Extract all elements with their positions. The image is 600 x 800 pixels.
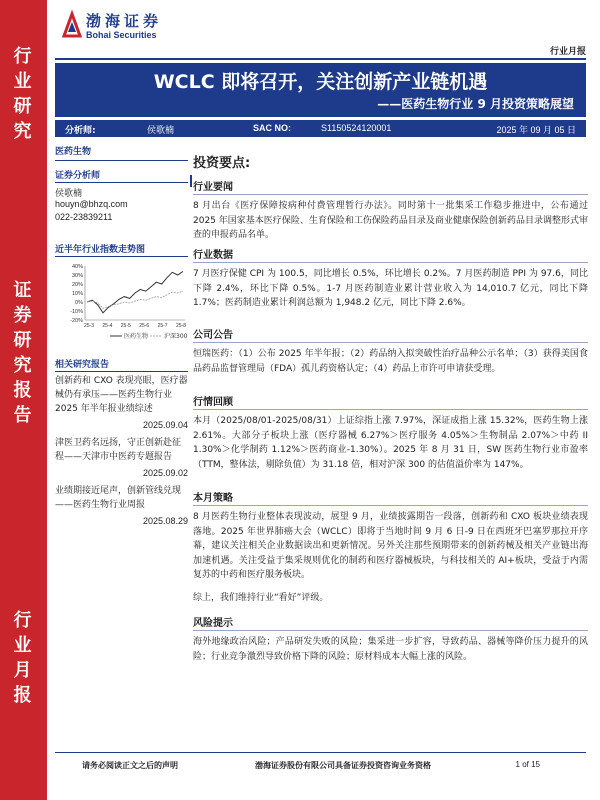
related-reports-title: 相关研究报告 <box>55 360 110 370</box>
chart-title: 近半年行业指数走势图 <box>55 245 146 255</box>
side-analyst-name: 侯歌楠 <box>55 189 83 199</box>
related-report-item[interactable]: 津医卫药名远扬，守正创新赴征程——天津市中医药专题报告 <box>55 438 182 462</box>
section-rule <box>193 409 588 410</box>
section-rule <box>193 194 588 195</box>
x-tick-label: 25-3 <box>83 323 95 329</box>
y-tick-label: 0% <box>75 300 83 306</box>
sidebar-label-bottom: 行 业 月 报 <box>13 610 34 706</box>
meta-band <box>55 120 586 137</box>
section-title: 行情回顾 <box>193 397 233 408</box>
chart-legend <box>110 332 188 340</box>
analyst-label: 分析师: <box>65 126 96 136</box>
section-market-review <box>193 393 588 472</box>
footer-disclaimer: 请务必阅读正文之后的声明 <box>82 761 178 770</box>
y-tick-label: 10% <box>71 291 83 297</box>
bohai-logo-icon <box>62 10 82 40</box>
key-points-heading: 投资要点: <box>193 156 251 171</box>
legend-label-csi300: 沪深300 <box>164 333 188 340</box>
rating-statement: 综上，我们维持行业“看好”评级。 <box>193 592 329 603</box>
sidebar-label-top: 行 业 研 究 <box>13 46 34 142</box>
analyst-section-title: 证券分析师 <box>55 171 101 181</box>
section-text: 7 月医疗保健 CPI 为 100.5，同比增长 0.5%，环比增长 0.2%。7 月医药制造 PPI 为 97.6，同比下降 2.4%，环比下降 0.5%。1-7 月医药制造业累计营业收入为 14,010.7 亿元，同比下降 1.7%；医药制造业累计利润总额为 1,948.2 亿元，同比下降 2.6%。 <box>193 269 588 308</box>
footer-qualification: 渤海证券股份有限公司具备证券投资咨询业务资格 <box>255 761 431 770</box>
report-subtitle: ——医药生物行业 9 月投资策略展望 <box>377 97 574 111</box>
x-tick-label: 25-5 <box>120 323 131 329</box>
legend-label-pharma: 医药生物 <box>124 333 149 340</box>
y-tick-label: -10% <box>70 309 83 315</box>
section-text: 8 月出台《医疗保障按病种付费管理暂行办法》。同时第十一批集采工作稳步推进中，公布通过 2025 年国家基本医疗保险、生育保险和工伤保险药品目录及商业健康保险创新药品目录调整形式审查的申报药品名单。 <box>193 201 588 240</box>
related-report-date: 2025.09.02 <box>142 468 188 478</box>
x-tick-label: 25-6 <box>139 323 150 329</box>
y-tick-label: 20% <box>71 282 83 288</box>
section-monthly-strategy <box>193 489 588 605</box>
brand-name-cn: 渤海证券 <box>86 12 163 30</box>
section-title: 行业数据 <box>193 250 233 261</box>
side-rule <box>55 371 188 372</box>
section-title: 行业要闻 <box>193 182 233 193</box>
brand-name-en: Bohai Securities <box>86 30 157 40</box>
analyst-name: 侯歌楠 <box>147 126 175 136</box>
section-rule <box>193 342 588 343</box>
sidebar-label-middle: 证 券 研 究 报 告 <box>13 280 34 426</box>
section-title: 本月策略 <box>193 493 233 504</box>
section-text: 8 月医药生物行业整体表现波动，展望 9 月，业绩披露期告一段落，创新药和 CXO 板块业绩表现落地。2025 年世界肺癌大会（WCLC）即将于当地时间 9 月 6 日-9 日在西班牙巴塞罗那拉开序幕，建议关注相关企业数据读出和更新情况。另外关注那些预期带来的创新药械及相关产业链出海加速机遇。关注受益于集采规则优化的制药和医疗器械板块，与科技相关的 AI+板块，受益于内需复苏的中药和医疗服务板块。 <box>193 512 588 580</box>
doc-type-label: 行业月报 <box>549 47 586 57</box>
side-rule <box>55 182 188 183</box>
x-tick-label: 25-4 <box>102 323 113 329</box>
series-line-csi300 <box>87 291 183 308</box>
related-report-date: 2025.08.29 <box>142 516 188 526</box>
x-tick-label: 25-7 <box>157 323 168 329</box>
y-tick-label: -20% <box>70 318 83 324</box>
page-number: 1 of 15 <box>515 760 540 769</box>
section-company-announcements <box>193 326 588 376</box>
analyst-email[interactable]: houyn@bhzq.com <box>55 199 128 209</box>
heading-accent <box>190 175 192 187</box>
section-risk-warning <box>193 614 588 664</box>
sac-label: SAC NO: <box>253 123 291 133</box>
section-rule <box>193 630 588 631</box>
section-rule <box>193 505 588 506</box>
footer-rule <box>55 752 586 753</box>
brand-logo <box>62 6 182 44</box>
y-tick-label: 40% <box>71 264 83 270</box>
related-report-date: 2025.09.04 <box>142 420 188 430</box>
sac-number: S1150524120001 <box>321 123 392 133</box>
section-title: 公司公告 <box>193 330 233 341</box>
sector-label: 医药生物 <box>55 147 92 157</box>
title-band <box>55 63 586 117</box>
section-text: 海外地缘政治风险；产品研发失败的风险；集采进一步扩容，导致药品、器械等降价压力提升的风险；行业竞争激烈导致价格下降的风险；原材料成本大幅上涨的风险。 <box>193 637 588 662</box>
section-title: 风险提示 <box>193 618 233 629</box>
related-report-item[interactable]: 业绩期接近尾声，创新管线兑现——医药生物行业周报 <box>55 486 182 510</box>
side-rule <box>55 256 188 257</box>
section-industry-news <box>193 178 588 243</box>
section-text: 恒瑞医药：（1）公布 2025 年半年报；（2）药品纳入拟突破性治疗品种公示名单；（3）获得美国食品药品监督管理局（FDA）孤儿药资格认定；（4）药品上市许可申请获受理。 <box>193 349 588 374</box>
section-industry-data <box>193 246 588 311</box>
section-text: 本月（2025/08/01-2025/08/31）上证综指上涨 7.97%，深证成指上涨 15.32%，医药生物上涨 2.61%。大部分子板块上涨（医疗器械 6.27%＞医疗服务 4.05%＞生物制品 2.07%＞中药 II 1.30%＞化学制药 1.12%＞医药商业-1.30%）。2025 年 8 月 31 日，SW 医药生物行业市盈率（TTM，整体法，剔除负值）为 31.18 倍，相对沪深 300 的估值溢价率为 147%。 <box>193 416 588 470</box>
related-report-list <box>55 374 188 528</box>
report-date: 2025 年 09 月 05 日 <box>496 125 576 135</box>
x-tick-label: 25-8 <box>175 323 187 329</box>
y-tick-label: 30% <box>71 273 83 279</box>
side-rule <box>55 160 188 161</box>
section-rule <box>193 262 588 263</box>
header-rule <box>55 58 586 60</box>
index-trend-chart <box>55 262 190 342</box>
related-report-item[interactable]: 创新药和 CXO 表现亮眼，医疗器械仍有承压——医药生物行业 2025 年半年报业绩综述 <box>55 376 188 414</box>
analyst-phone: 022-23839211 <box>55 212 113 222</box>
report-title: WCLC 即将召开，关注创新产业链机遇 <box>153 71 488 93</box>
